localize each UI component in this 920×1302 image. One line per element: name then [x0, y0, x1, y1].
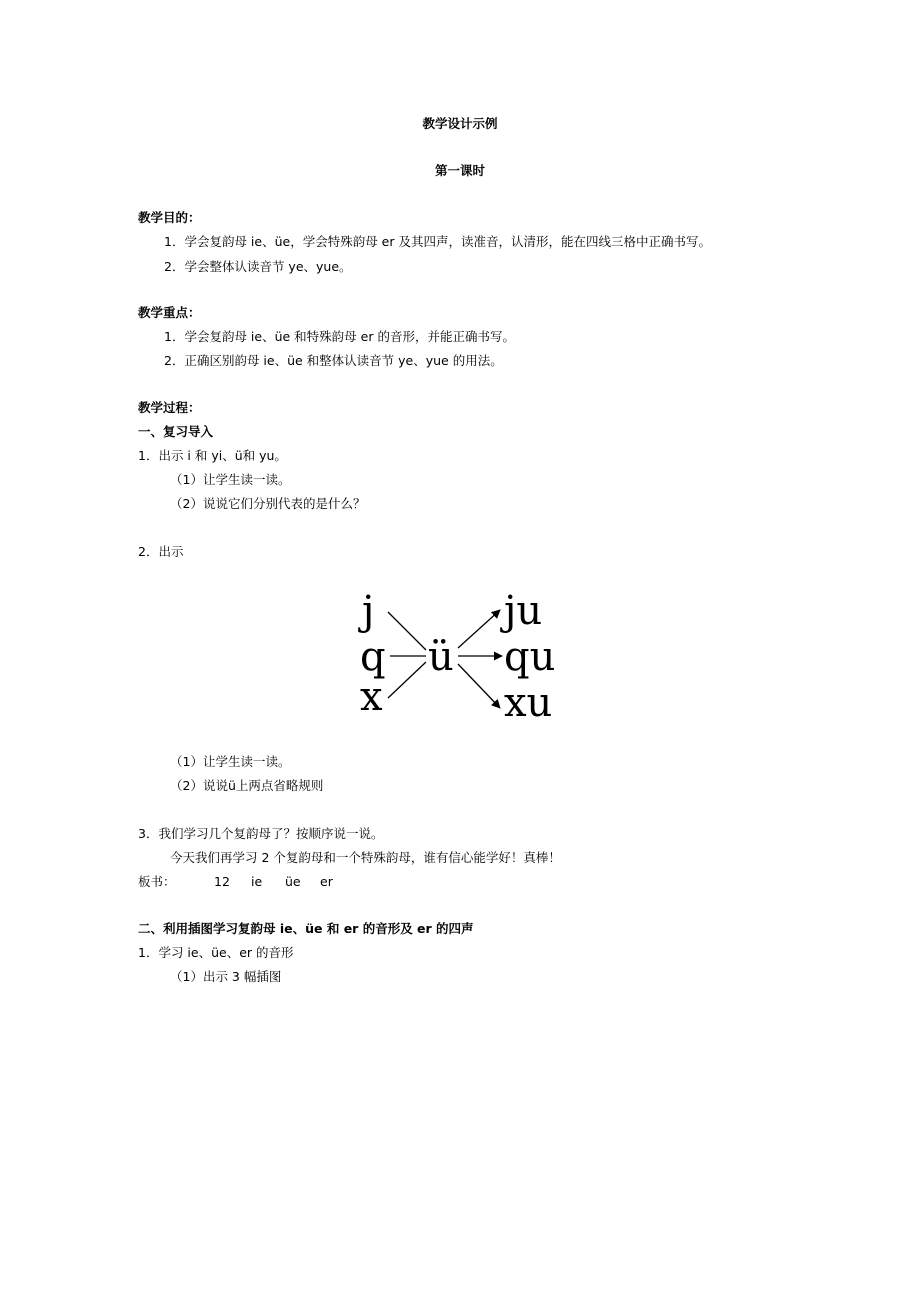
board-item: 12: [214, 874, 230, 889]
section2-step1-text: 1．学习 ie、üe、er 的音形: [138, 945, 294, 960]
board-label: 板书：: [138, 874, 176, 889]
goals-item: 1．学会复韵母 ie、üe，学会特殊韵母 er 及其四声，读准音，认清形，能在四线三格中正确书写。: [164, 234, 711, 249]
page-title: 教学设计示例: [422, 116, 498, 131]
diagram-center-letter: ü: [428, 634, 454, 680]
goals-heading: 教学目的：: [138, 210, 201, 225]
diagram-arrow: [458, 664, 500, 708]
diagram-left-letter: x: [360, 674, 383, 720]
step3-paragraph: 今天我们再学习 2 个复韵母和一个特殊韵母，谁有信心能学好！真棒！: [170, 850, 561, 865]
diagram-line: [388, 612, 426, 650]
focus-item: 2．正确区别韵母 ie、üe 和整体认读音节 ye、yue 的用法。: [164, 353, 503, 368]
board-item: er: [320, 874, 333, 889]
step3-text: 3．我们学习几个复韵母了？按顺序说一说。: [138, 826, 384, 841]
diagram-left-letter: q: [360, 634, 386, 680]
step2-sub: （1）让学生读一读。: [170, 754, 291, 769]
diagram-right-syllable: qu: [504, 634, 556, 680]
step2-sub: （2）说说ü上两点省略规则: [170, 778, 324, 793]
step1-sub: （1）让学生读一读。: [170, 472, 291, 487]
diagram-arrow: [458, 610, 500, 648]
section2-heading: 二、利用插图学习复韵母 ie、üe 和 er 的音形及 er 的四声: [138, 921, 474, 936]
goals-item: 2．学会整体认读音节 ye、yue。: [164, 259, 352, 274]
step2-text: 2．出示: [138, 544, 184, 559]
pinyin-jqx-diagram: [352, 584, 562, 720]
focus-item: 1．学会复韵母 ie、üe 和特殊韵母 er 的音形，并能正确书写。: [164, 329, 515, 344]
diagram-left-letter: j: [362, 588, 375, 634]
section2-step1-sub: （1）出示 3 幅插图: [170, 969, 282, 984]
board-item: ie: [251, 874, 263, 889]
page-subtitle: 第一课时: [434, 163, 485, 178]
diagram-right-syllable: ju: [504, 588, 543, 634]
diagram-line: [388, 662, 426, 698]
section1-heading: 一、复习导入: [138, 424, 214, 439]
board-item: üe: [285, 874, 301, 889]
step1-text: 1．出示 i 和 yi、ü和 yu。: [138, 448, 287, 463]
focus-heading: 教学重点：: [138, 305, 201, 320]
process-heading: 教学过程：: [138, 400, 201, 415]
step1-sub: （2）说说它们分别代表的是什么？: [170, 496, 366, 511]
diagram-right-syllable: xu: [504, 680, 553, 720]
